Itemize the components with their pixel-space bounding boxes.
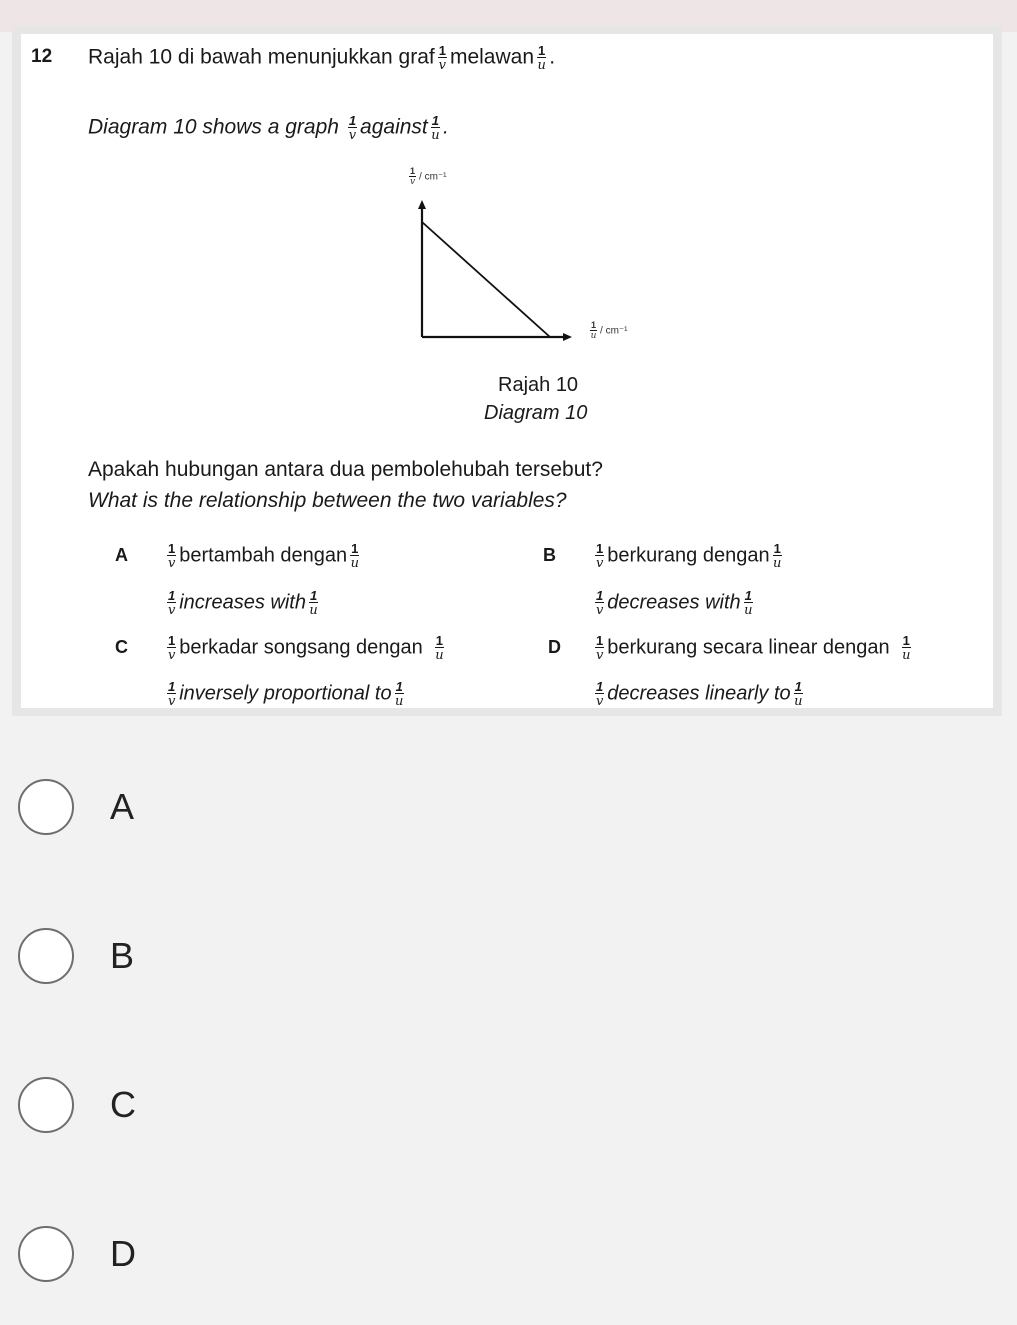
choice-c-letter: C bbox=[115, 637, 128, 657]
choice-b-letter: B bbox=[543, 545, 556, 565]
choice-a-malay: $\frac{1}{v}$ bertambah dengan $\frac{1}{u}$ bbox=[167, 541, 359, 571]
choice-a-english: $\frac{1}{v}$ increases with $\frac{1}{u}$ bbox=[167, 588, 318, 618]
choice-b-english: $\frac{1}{v}$ decreases with $\frac{1}{u}$ bbox=[595, 588, 753, 618]
y-axis-arrow-icon bbox=[418, 200, 426, 209]
intro-malay: Rajah 10 di bawah menunjukkan graf $\frac{1}{v}$ melawan $\frac{1}{u}$ . bbox=[88, 43, 556, 73]
caption-malay: Rajah 10 bbox=[498, 374, 579, 396]
graph-y-axis-label: $\frac{1}{v}$ / cm⁻¹ bbox=[409, 166, 447, 187]
choice-a-letter: A bbox=[115, 545, 128, 565]
radio-button-b[interactable] bbox=[18, 928, 74, 984]
choice-b-malay: $\frac{1}{v}$ berkurang dengan $\frac{1}{u}$ bbox=[595, 541, 782, 571]
answer-option-a[interactable] bbox=[18, 776, 318, 838]
x-axis-arrow-icon bbox=[563, 333, 572, 341]
intro-english: Diagram 10 shows a graph $\frac{1}{v}$ against $\frac{1}{u}$ . bbox=[88, 113, 449, 143]
intro-english-text: Diagram 10 shows a graph bbox=[88, 115, 339, 139]
answer-option-b-label: B bbox=[110, 935, 135, 976]
intro-malay-mid: melawan bbox=[449, 45, 535, 69]
fraction-1-over-u: $\frac{1}{u}$ bbox=[431, 113, 440, 143]
radio-button-a[interactable] bbox=[18, 779, 74, 835]
answer-option-d-label: D bbox=[110, 1233, 136, 1274]
choice-d-letter: D bbox=[548, 637, 561, 657]
fraction-1-over-v: $\frac{1}{v}$ bbox=[438, 43, 447, 73]
graph-x-axis-label: $\frac{1}{u}$ / cm⁻¹ bbox=[590, 320, 628, 341]
radio-button-d[interactable] bbox=[18, 1226, 74, 1282]
intro-english-mid: against bbox=[360, 115, 428, 139]
answer-option-c-label: C bbox=[110, 1084, 136, 1125]
caption-english: Diagram 10 bbox=[484, 402, 588, 424]
question-number: 12 bbox=[31, 46, 53, 67]
intro-malay-text: Rajah 10 di bawah menunjukkan graf bbox=[88, 45, 435, 69]
fraction-1-over-u: $\frac{1}{u}$ bbox=[537, 43, 546, 73]
graph-diagram bbox=[416, 200, 676, 385]
radio-button-c[interactable] bbox=[18, 1077, 74, 1133]
choice-d-english: $\frac{1}{v}$ decreases linearly to $\frac{1}{u}$ bbox=[595, 680, 803, 708]
graph-decreasing-line bbox=[422, 222, 550, 337]
prompt-english: What is the relationship between the two variables? bbox=[88, 489, 567, 512]
fraction-1-over-v: $\frac{1}{v}$ bbox=[348, 113, 357, 143]
question-image bbox=[21, 34, 993, 708]
answer-option-b[interactable] bbox=[18, 925, 318, 987]
choice-c-malay: $\frac{1}{v}$ berkadar songsang dengan $\frac{1}{u}$ bbox=[167, 633, 444, 663]
answer-option-a-label: A bbox=[110, 786, 135, 827]
prompt-malay: Apakah hubungan antara dua pembolehubah tersebut? bbox=[88, 458, 603, 481]
choice-d-malay: $\frac{1}{v}$ berkurang secara linear dengan $\frac{1}{u}$ bbox=[595, 633, 911, 663]
choice-c-english: $\frac{1}{v}$ inversely proportional to $\frac{1}{u}$ bbox=[167, 680, 404, 708]
answer-option-c[interactable] bbox=[18, 1074, 318, 1136]
answer-option-d[interactable] bbox=[18, 1223, 318, 1285]
